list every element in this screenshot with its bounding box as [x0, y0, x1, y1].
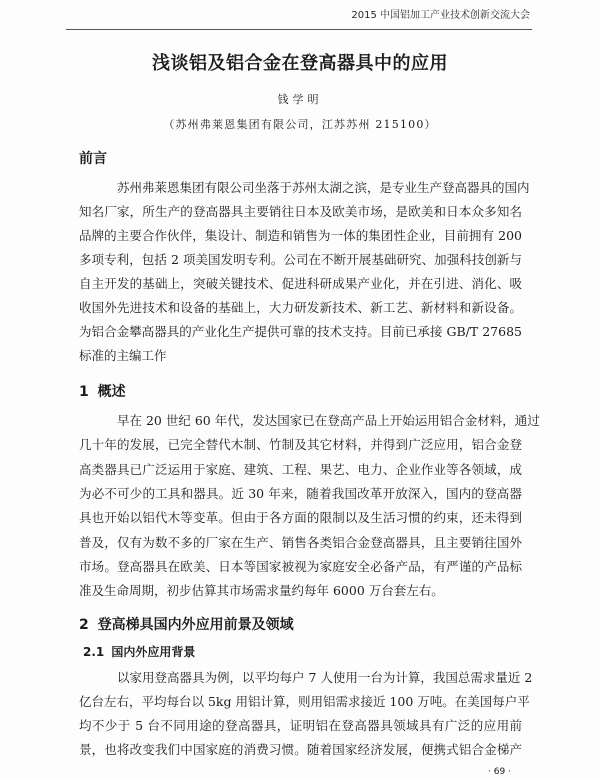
- author-name: 钱学明: [277, 93, 323, 106]
- body-line: 自主开发的基础上，突破关键技术、促进科研成果产业化，并在引进、消化、吸: [79, 276, 522, 291]
- running-head: 2015 中国铝加工产业技术创新交流大会: [351, 10, 530, 21]
- body-line: 多项专利，包括 2 项美国发明专利。公司在不断开展基础研究、加强科技创新与: [79, 252, 522, 267]
- body-line: 市场。登高器具在欧美、日本等国家被视为家庭安全必备产品，有严谨的产品标: [79, 559, 522, 574]
- header-rule: [66, 29, 532, 30]
- body-line: 早在 20 世纪 60 年代，发达国家已在登高产品上开始运用铝合金材料，通过: [117, 413, 540, 428]
- paper-title: 浅谈铝及铝合金在登高器具中的应用: [152, 53, 448, 74]
- body-line: 标准的主编工作: [79, 348, 167, 363]
- section-heading-preface: 前言: [79, 151, 107, 167]
- body-line: 均不少于 5 台不同用途的登高器具，证明铝在登高器具领域具有广泛的应用前: [79, 718, 522, 733]
- body-line: 景，也将改变我们中国家庭的消费习惯。随着国家经济发展，便携式铝合金梯产: [79, 742, 522, 757]
- page-number: · 69 ·: [488, 767, 511, 777]
- body-line: 收国外先进技术和设备的基础上，大力研发新技术、新工艺、新材料和新设备。: [79, 300, 522, 315]
- body-line: 几十年的发展，已完全替代木制、竹制及其它材料，并得到广泛应用，铝合金登: [79, 437, 522, 452]
- body-line: 准及生命周期，初步估算其市场需求量约每年 6000 万台套左右。: [79, 583, 444, 598]
- body-line: 以家用登高器具为例，以平均每户 7 人使用一台为计算，我国总需求量近 2: [117, 670, 533, 685]
- subsection-heading-background: 2.1 国内外应用背景: [83, 645, 196, 659]
- body-line: 高类器具已广泛运用于家庭、建筑、工程、果艺、电力、企业作业等各领域，成: [79, 462, 522, 477]
- body-line: 具也开始以铝代木等变革。但由于各方面的限制以及生活习惯的约束，还未得到: [79, 510, 522, 525]
- body-line: 知名厂家，所生产的登高器具主要销往日本及欧美市场，是欧美和日本众多知名: [79, 204, 522, 219]
- body-line: 亿台左右，平均每台以 5kg 用铝计算，则用铝需求接近 100 万吨。在美国每户平: [79, 694, 530, 709]
- body-line: 品牌的主要合作伙伴，集设计、制造和销售为一体的集团性企业，目前拥有 200: [79, 228, 522, 243]
- author-affiliation: （苏州弗莱恩集团有限公司，江苏苏州 215100）: [163, 118, 437, 131]
- body-line: 为铝合金攀高器具的产业化生产提供可靠的技术支持。目前已承接 GB/T 27685: [79, 324, 522, 339]
- body-line: 苏州弗莱恩集团有限公司坐落于苏州太湖之滨，是专业生产登高器具的国内: [117, 180, 530, 195]
- body-line: 普及，仅有为数不多的厂家在生产、销售各类铝合金登高器具，且主要销往国外: [79, 535, 522, 550]
- body-line: 为必不可少的工具和器具。近 30 年来，随着我国改革开放深入，国内的登高器: [79, 486, 522, 501]
- section-heading-prospects: 2 登高梯具国内外应用前景及领域: [79, 617, 294, 633]
- section-heading-overview: 1 概述: [79, 384, 126, 400]
